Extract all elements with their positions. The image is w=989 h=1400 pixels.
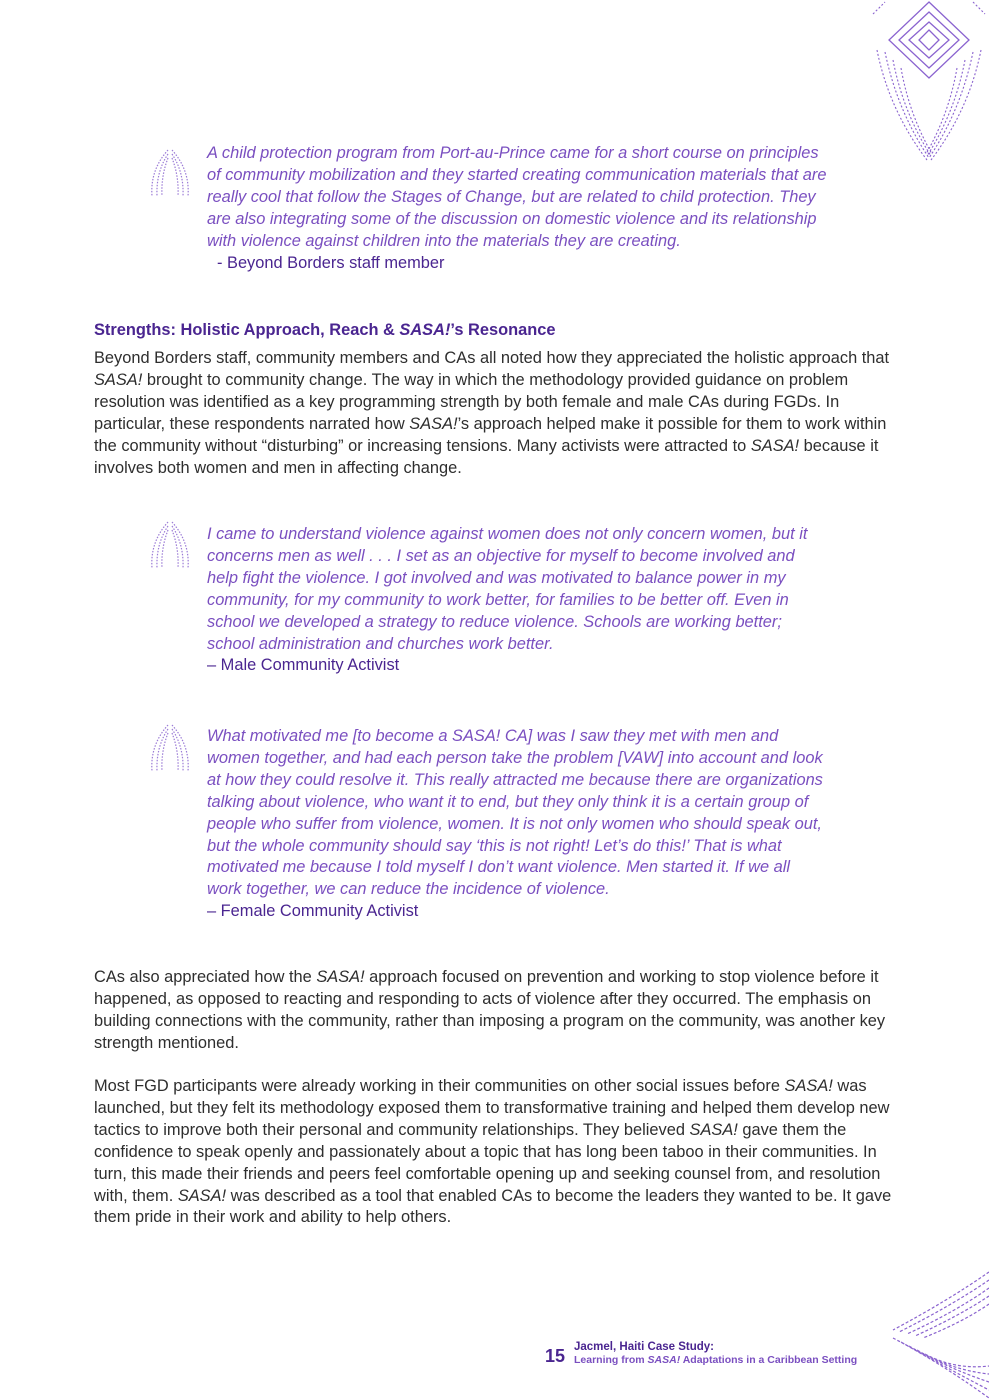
blockquote	[207, 726, 827, 923]
page-number: 15	[545, 1346, 566, 1366]
quote-attribution: – Male Community Activist	[207, 656, 400, 675]
text-run: gave them the confidence to speak openly and passionately about a topic that has long been taboo in their communities. In turn, this made their friends and peers feel comfortable opening up and seeking counsel from, and resolution with, them.	[94, 1120, 881, 1205]
sasa-emphasis: SASA!	[94, 370, 143, 389]
quote-text: I came to understand violence against women does not only concern women, but it concerns men as well . . . I set as an objective for myself to become involved and help fight the violence. I got involved and was motivated to balance power in my community, for my community to work better, for families to be better off. Even in school we developed a strategy to reduce violence. Schools are working better; school administration and churches work better.	[207, 525, 808, 653]
body-paragraph	[94, 348, 900, 479]
quote-leaf-icon	[148, 520, 192, 572]
quote-attribution: – Female Community Activist	[207, 902, 419, 921]
quote-attribution: - Beyond Borders staff member	[217, 253, 445, 272]
text-run: was described as a tool that enabled CAs to become the leaders they wanted to be. It gave them pride in their work and ability to help others.	[94, 1186, 892, 1227]
sasa-emphasis: SASA!	[316, 968, 365, 986]
heading-text: Strengths: Holistic Approach, Reach &	[94, 321, 400, 339]
decorative-pattern-icon	[889, 1270, 989, 1400]
sasa-emphasis: SASA!	[177, 1186, 227, 1205]
text-run: was launched, but they felt its methodology exposed them to transformative training and helped them develop new tactics to improve both their personal and community relationships. They believed	[94, 1077, 890, 1139]
blockquote	[207, 524, 827, 677]
text-run: CAs also appreciated how the	[94, 968, 317, 986]
quote-leaf-icon	[148, 723, 192, 775]
sasa-emphasis: SASA!	[409, 414, 458, 433]
footer-subtitle-emphasis: SASA!	[647, 1354, 681, 1366]
section-heading	[94, 321, 555, 340]
text-run: Beyond Borders staff, community members and CAs all noted how they appreciated the holistic approach that	[94, 349, 890, 367]
text-run: ’s approach helped make it possible for them to work within the community without “disturbing” or increasing tensions. Many activists were attracted to	[94, 414, 887, 455]
text-run: approach focused on prevention and working to stop violence before it happened, as opposed to reacting and responding to acts of violence after they occurred. The emphasis on building connections with the community, rather than imposing a program on the community, was another key strength mentioned.	[94, 968, 886, 1052]
sasa-emphasis: SASA!	[784, 1077, 833, 1095]
text-run: brought to community change. The way in which the methodology provided guidance on problem resolution was identified as a key programming strength by both female and male CAs during FGDs. In particular, these respondents narrated how	[94, 370, 849, 433]
quote-text: A child protection program from Port-au-Prince came for a short course on principles of community mobilization and they started creating communication materials that are really cool that follow the Stages of Change, but are related to child protection. They are also integrating some of the discussion on domestic violence and its relationship with violence against children into the materials they are creating.	[207, 144, 827, 250]
text-run: because it involves both women and men in affecting change.	[94, 436, 879, 477]
decorative-pattern-icon	[869, 0, 989, 165]
footer-subtitle	[574, 1353, 857, 1367]
footer-subtitle-text-end: Adaptations in a Caribbean Setting	[680, 1354, 858, 1366]
body-paragraph	[94, 967, 900, 1055]
heading-emphasis: SASA!	[399, 321, 451, 339]
quote-leaf-icon	[148, 148, 192, 200]
footer-title: Jacmel, Haiti Case Study:	[574, 1341, 714, 1353]
text-run: Most FGD participants were already working in their communities on other social issues before	[94, 1077, 785, 1095]
sasa-emphasis: SASA!	[750, 436, 800, 455]
quote-text: What motivated me [to become a SASA! CA] was I saw they met with men and women together, and had each person take the problem [VAW] into account and look at how they could resolve it. This really attracted me because there are organizations talking about violence, who want it to end, but they only think it is a certain group of people who suffer from violence, women. It is not only women who should speak out, but the whole community should say ‘this is not right! Let’s do this!’ That is what motivated me because I told myself I don’t want violence. Men started it. If we all work together, we can reduce the incidence of violence.	[207, 727, 823, 899]
heading-text-end: ’s Resonance	[450, 321, 556, 339]
body-paragraph	[94, 1076, 900, 1229]
sasa-emphasis: SASA!	[689, 1120, 738, 1139]
footer-subtitle-text: Learning from	[574, 1354, 648, 1366]
blockquote	[207, 143, 827, 274]
